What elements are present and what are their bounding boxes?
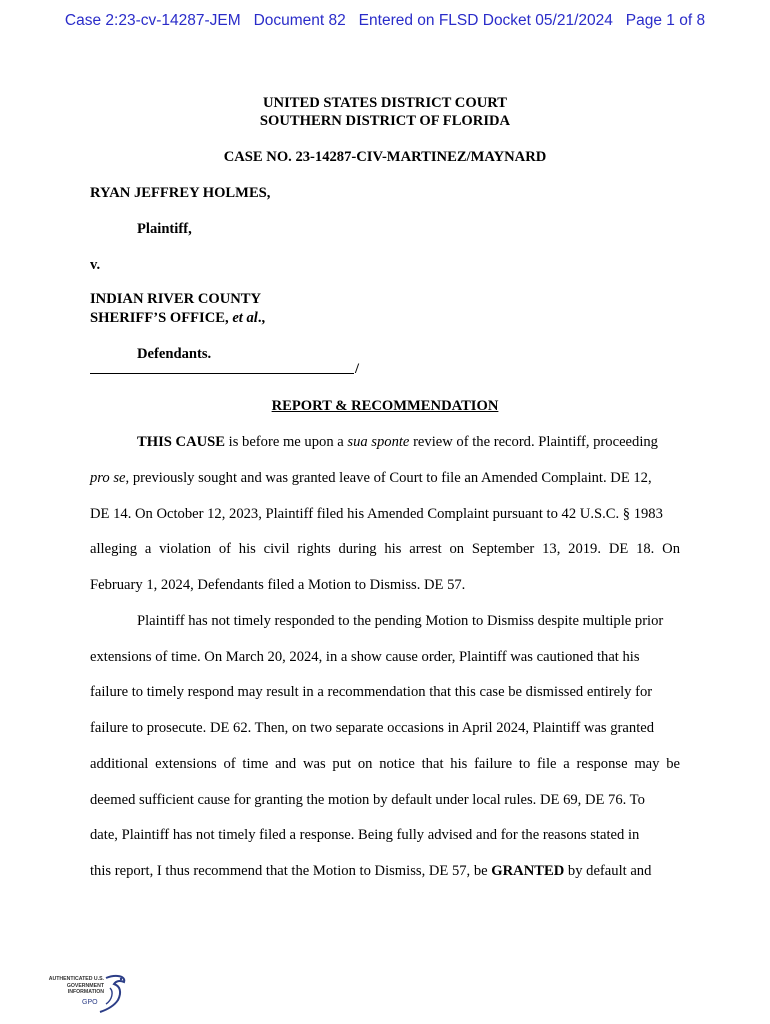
p1-line-5: February 1, 2024, Defendants filed a Motion to Dismiss. DE 57. xyxy=(90,577,466,593)
court-district: SOUTHERN DISTRICT OF FLORIDA xyxy=(259,113,511,129)
plaintiff-name: RYAN JEFFREY HOLMES, xyxy=(90,185,271,201)
p1-line-2: pro se, previously sought and was granted leave of Court to file an Amended Complaint. DE 12, xyxy=(90,470,652,486)
court-name: UNITED STATES DISTRICT COURT xyxy=(262,95,507,111)
p1-line-1: THIS CAUSE is before me upon a sua sponte review of the record. Plaintiff, proceeding xyxy=(137,434,658,450)
defendant-label: Defendants. xyxy=(137,346,212,362)
p2-line-7: date, Plaintiff has not timely filed a response. Being fully advised and for the reasons stated in xyxy=(90,827,640,843)
document-title: REPORT & RECOMMENDATION xyxy=(271,398,499,414)
docket-header-stamp: Case 2:23-cv-14287-JEM Document 82 Entered on FLSD Docket 05/21/2024 Page 1 of 8 xyxy=(64,12,706,29)
plaintiff-label: Plaintiff, xyxy=(137,221,192,237)
defendant-line-2: SHERIFF’S OFFICE, et al., xyxy=(90,310,266,326)
p1-line-3: DE 14. On October 12, 2023, Plaintiff filed his Amended Complaint pursuant to 42 U.S.C. § 1983 xyxy=(90,506,663,522)
eagle-icon xyxy=(44,972,134,1020)
p1-line-4: alleging a violation of his civil rights during his arrest on September 13, 2019. DE 18. On xyxy=(90,541,680,557)
gpo-seal-word: GPO xyxy=(82,999,98,1006)
caption-slash: / xyxy=(355,361,360,377)
p2-line-2: extensions of time. On March 20, 2024, in a show cause order, Plaintiff was cautioned that his xyxy=(90,649,640,665)
caption-rule xyxy=(90,367,354,374)
defendant-line-1: INDIAN RIVER COUNTY xyxy=(90,291,262,307)
gpo-authentication-seal xyxy=(44,972,134,1020)
p2-line-6: deemed sufficient cause for granting the motion by default under local rules. DE 69, DE 76. To xyxy=(90,792,645,808)
p2-line-3: failure to timely respond may result in a recommendation that this case be dismissed entirely for xyxy=(90,684,653,700)
p2-line-5: additional extensions of time and was put on notice that his failure to file a response may be xyxy=(90,756,680,772)
case-number: CASE NO. 23-14287-CIV-MARTINEZ/MAYNARD xyxy=(223,149,547,165)
p2-line-8: this report, I thus recommend that the Motion to Dismiss, DE 57, be GRANTED by default and xyxy=(90,863,652,879)
gpo-seal-text: AUTHENTICATED U.S. GOVERNMENT INFORMATION xyxy=(48,976,104,996)
versus: v. xyxy=(90,257,101,273)
p2-line-4: failure to prosecute. DE 62. Then, on two separate occasions in April 2024, Plaintiff was granted xyxy=(90,720,655,736)
p2-line-1: Plaintiff has not timely responded to the pending Motion to Dismiss despite multiple prior xyxy=(137,613,664,629)
